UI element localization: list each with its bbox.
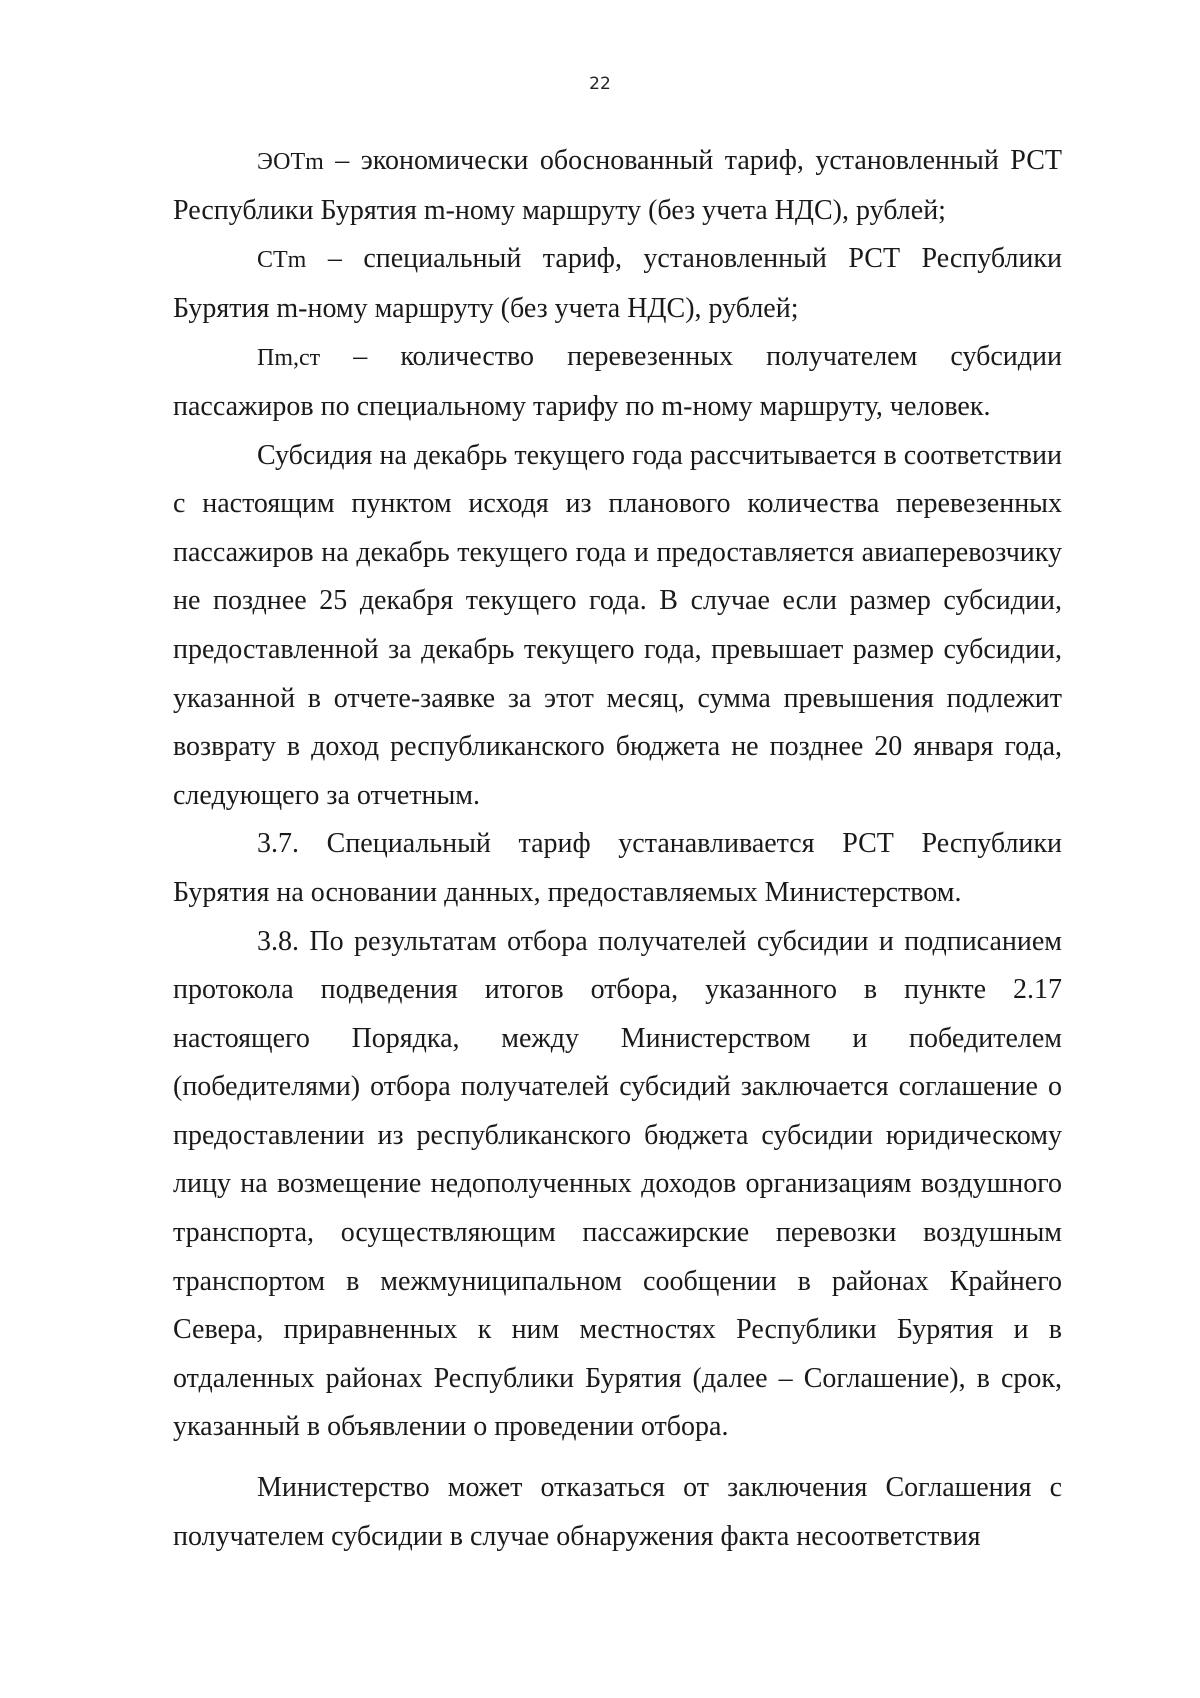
formula-symbol-p: Пm,ст [257,345,321,372]
definition-text-st: – специальный тариф, установленный РСТ Республики Бурятия m-ному маршруту (без учета НДС), рублей; [173,243,1062,324]
definition-paragraph-p [173,333,1062,431]
ministry-refusal-paragraph: Министерство может отказаться от заключения Соглашения с получателем субсидии в случае обнаружения факта несоответствия [173,1472,1062,1552]
clause-3-7-paragraph: 3.7. Специальный тариф устанавливается РСТ Республики Бурятия на основании данных, предоставляемых Министерством. [173,828,1062,908]
formula-symbol-st: СТm [257,247,307,274]
definition-paragraph-st [173,235,1062,333]
definition-text-p: – количество перевезенных получателем субсидии пассажиров по специальному тарифу по m-ному маршруту, человек. [173,341,1062,422]
december-subsidy-paragraph: Субсидия на декабрь текущего года рассчитывается в соответствии с настоящим пунктом исходя из планового количества перевезенных пассажиров на декабрь текущего года и предоставляется авиаперевозчику не позднее 25 декабря текущего года. В случае если размер субсидии, предоставленной за декабрь текущего года, превышает размер субсидии, указанной в отчете-заявке за этот месяц, сумма превышения подлежит возврату в доход республиканского бюджета не позднее 20 января года, следующего за отчетным. [173,439,1062,811]
definition-paragraph-eot [173,137,1062,235]
clause-3-8-paragraph: 3.8. По результатам отбора получателей субсидии и подписанием протокола подведения итогов отбора, указанного в пункте 2.17 настоящего Порядка, между Министерством и победителем (победителями) отбора получателей субсидий заключается соглашение о предоставлении из республиканского бюджета субсидии юридическому лицу на возмещение недополученных доходов организациям воздушного транспорта, осуществляющим пассажирские перевозки воздушным транспортом в межмуниципальном сообщении в районах Крайнего Севера, приравненных к ним местностях Республики Бурятия и в отдаленных районах Республики Бурятия (далее – Соглашение), в срок, указанный в объявлении о проведении отбора. [173,925,1062,1443]
document-body [173,137,1062,1561]
page-number: 22 [589,74,611,94]
definition-text-eot: – экономически обоснованный тариф, установленный РСТ Республики Бурятия m-ному маршруту (без учета НДС), рублей; [173,145,1062,226]
formula-symbol-eot: ЭОТm [257,149,324,175]
